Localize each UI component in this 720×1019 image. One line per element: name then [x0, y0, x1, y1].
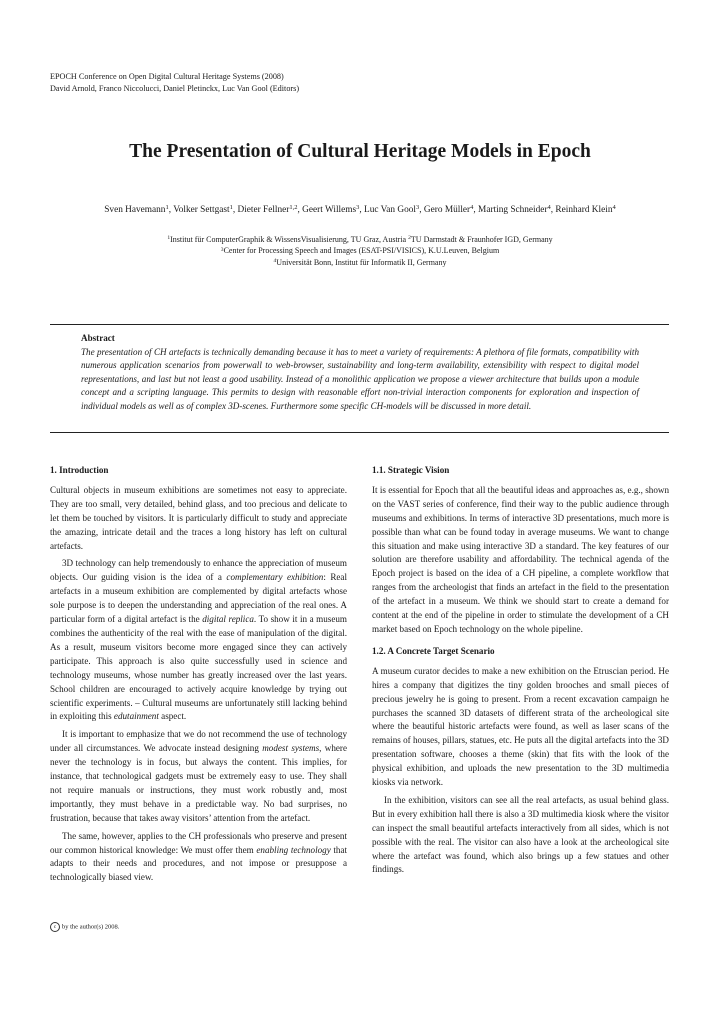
author-affil-mark: 4: [612, 204, 616, 212]
section-heading-strategic-vision: 1.1. Strategic Vision: [372, 465, 450, 475]
author-affil-mark: 1: [229, 204, 233, 212]
affil-mark: 3: [220, 246, 224, 253]
affiliations: [0, 234, 720, 268]
author-name: Dieter Fellner: [237, 205, 290, 215]
affiliation-4: Universität Bonn, Institut für Informatik II, Germany: [276, 257, 447, 267]
author-list: Sven Havemann$^1$, Volker Settgast$^1$, Dieter Fellner$^{1,2}$, Geert Willems$^3$, Luc Van Gool$^3$, Gero Müller$^4$, Marting Schneider$^4$, Reinhard Klein$^4$: [104, 204, 616, 215]
author-name: Marting Schneider: [478, 205, 548, 215]
affiliation-2: TU Darmstadt & Fraunhofer IGD, Germany: [410, 235, 553, 244]
abstract-section: [81, 332, 639, 413]
affil-mark: 2: [408, 235, 411, 242]
author-affil-mark: 4: [547, 204, 551, 212]
author-name: Sven Havemann: [104, 205, 166, 215]
affil-mark: 1: [167, 235, 171, 242]
left-column: [50, 464, 347, 889]
author-affil-mark: 4: [470, 204, 474, 212]
affiliation-line-1: [0, 234, 720, 245]
section-heading-target-scenario: 1.2. A Concrete Target Scenario: [372, 645, 495, 656]
affiliation-1: Institut für ComputerGraphik & WissensVisualisierung, TU Graz, Austria: [170, 235, 407, 244]
abstract-heading: Abstract: [81, 333, 115, 343]
paragraph: Cultural objects in museum exhibitions are sometimes not easy to appreciate. They are too small, very detailed, behind glass, and too precious and delicate to let them be touched by visitors. It is particularly difficult to study and appreciate the amazing, intricate detail and the traces a long history has left on cultural artefacts.: [50, 484, 347, 551]
affiliation-line-3: [0, 257, 720, 268]
affiliation-line-2: [0, 245, 720, 256]
copyright-footer: [50, 922, 119, 932]
paragraph: In the exhibition, visitors can see all the real artefacts, as usual behind glass. But in every exhibition hall there is also a 3D multimedia kiosk where the visitor can inspect the small beautiful artefacts interactively from all sides, which is not possible with the real. The visitor can also have a look at the archeological site where the artefact was found, which also brings up a few statues and other findings.: [372, 794, 669, 875]
paragraph: It is essential for Epoch that all the beautiful ideas and approaches as, e.g., shown on the VAST series of conference, find their way to the public audience through museums and exhibitions. In terms of interactive 3D presentations, much more is possible than what can be found today in average museums. We want to change this situation and make using interactive 3D a standard. The key features of our solution are therefore usability and affordability. The technical agenda of the Epoch project is based on the idea of a CH pipeline, a complete workflow that ranges from the archeologist that finds an artefact in the field to the presentation of the artefact in a museum. We think we should start to create a demand for content at the end of the pipeline in order to stimulate the development of a CH market based on Epoch technology on the whole pipeline.: [372, 484, 669, 634]
author-name: Gero Müller: [423, 205, 471, 215]
abstract-bottom-rule: [50, 432, 669, 433]
conference-header: [50, 71, 299, 95]
abstract-top-rule: [50, 324, 669, 325]
author-affil-mark: 1: [165, 204, 169, 212]
author-name: Volker Settgast: [173, 205, 230, 215]
author-name: Geert Willems: [302, 205, 357, 215]
copyright-icon: c: [50, 922, 60, 932]
author-name: Luc Van Gool: [364, 205, 417, 215]
paragraph: A museum curator decides to make a new exhibition on the Etruscian period. He hires a company that digitizes the tiny golden brooches and small pieces of precious jewelry he is going to present. From a recent excavation campaign he purchases the scanned 3D datasets of different strata of the archeological site where the beautiful historic artefacts were found, as well as laser scans of the remains of houses, pillars, statues, etc. He puts all the digital artefacts into the 3D presentation software, chooses a theme (skin) that fits with the look of the physical exhibition, and uploads the new presentation to the 3D multimedia kiosks via network.: [372, 665, 669, 788]
author-affil-mark: 3: [356, 204, 360, 212]
header-editors: David Arnold, Franco Niccolucci, Daniel Pletinckx, Luc Van Gool (Editors): [50, 83, 300, 93]
copyright-text: by the author(s) 2008.: [62, 923, 120, 931]
affil-mark: 4: [273, 258, 277, 265]
paragraph: 3D technology can help tremendously to enhance the appreciation of museum objects. Our guiding vision is the idea of a complementary exhibition: Real artefacts in a museum exhibition are complemented by digital artefacts whose sole purpose is to deepen the understanding and appreciation of the real ones. A particular form of a digital artefact is the digital replica. To show it in a museum combines the authenticity of the real with the ease of manipulation of the digital. As a result, museum visitors become more engaged since they can actively participate. This approach is also quite successfully used in science and technology museums, whose number has greatly increased over the last years. School children are encouraged to actively acquire knowledge by trying out scientific experiments. – Cultural museums are unfortunately still lacking behind in exploiting this edutainment aspect.: [50, 558, 347, 722]
author-affil-mark: 3: [416, 204, 420, 212]
header-conference: EPOCH Conference on Open Digital Cultural Heritage Systems (2008): [50, 72, 284, 81]
right-column: [372, 464, 669, 881]
author-name: Reinhard Klein: [555, 205, 613, 215]
paragraph: It is important to emphasize that we do not recommend the use of technology under all circumstances. We advocate instead designing modest systems, where never the technology is in focus, but always the content. This implies, for instance, that technological gadgets must be extremely easy to use. They shall not require manuals or instructions, they must work robustly and, most importantly, they must behave in a predictable way. No bad surprises, no frustration, because that takes away visitors’ attention from the artefact.: [50, 729, 347, 823]
paper-title: The Presentation of Cultural Heritage Models in Epoch: [129, 141, 591, 162]
section-heading-introduction: 1. Introduction: [50, 465, 109, 475]
paragraph: The same, however, applies to the CH professionals who preserve and present our common historical knowledge: We must offer them enabling technology that adapts to their needs and procedures, and not impose or presuppose a technologically biased view.: [50, 830, 348, 883]
author-affil-mark: 1,2: [289, 204, 298, 212]
affiliation-3: Center for Processing Speech and Images (ESAT-PSI/VISICS), K.U.Leuven, Belgium: [223, 246, 500, 256]
abstract-text: The presentation of CH artefacts is technically demanding because it has to meet a variety of requirements: A plethora of file formats, compatibility with numerous application scenarios from powerwall to web-browser, sustainability and long-term availability, extensibility with respect to digital model representations, and last but not least a good usability. Instead of a monolithic application we propose a viewer architecture that builds upon a module concept and a scripting language. This permits to design with reasonable effort non-trivial interaction components for exploration and inspection of individual models as well as of complex 3D-scenes. Furthermore some specific CH-models will be discussed in more detail.: [81, 346, 639, 411]
